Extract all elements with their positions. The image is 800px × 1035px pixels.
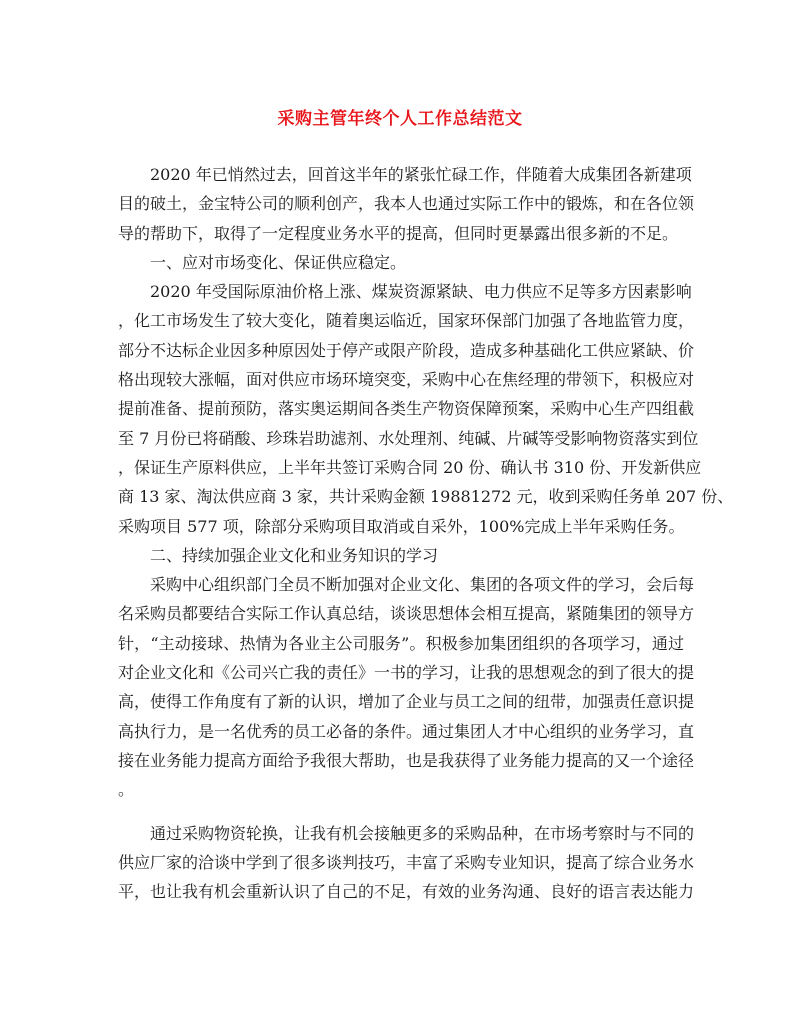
body-line: 采购中心组织部门全员不断加强对企业文化、集团的各项文件的学习，会后每 — [150, 575, 695, 595]
document-body — [118, 160, 734, 906]
body-line: 采购项目 577 项，除部分采购项目取消或自采外，100%完成上半年采购任务。 — [118, 516, 685, 536]
document-title: 采购主管年终个人工作总结范文 — [277, 109, 523, 129]
body-line: ，保证生产原料供应，上半年共签订采购合同 20 份、确认书 310 份、开发新供应 — [118, 457, 702, 477]
body-line: 对企业文化和《公司兴亡我的责任》一书的学习，让我的思想观念的到了很大的提 — [118, 663, 695, 683]
section-heading-2: 二、持续加强企业文化和业务知识的学习 — [150, 545, 439, 565]
body-line: 接在业务能力提高方面给予我很大帮助，也是我获得了业务能力提高的又一个途径 — [118, 750, 695, 770]
body-line: 。 — [118, 780, 135, 800]
body-line: 商 13 家、淘汰供应商 3 家，共计采购金额 19881272 元，收到采购任务单 207 份、 — [118, 487, 734, 507]
body-line: 供应厂家的洽谈中学到了很多谈判技巧，丰富了采购专业知识，提高了综合业务水 — [118, 852, 695, 872]
body-line: 部分不达标企业因多种原因处于停产或限产阶段，造成多种基础化工供应紧缺、价 — [118, 340, 695, 360]
section-heading-1: 一、应对市场变化、保证供应稳定。 — [150, 252, 407, 272]
body-line: 平，也让我有机会重新认识了自己的不足，有效的业务沟通、良好的语言表达能力 — [118, 882, 695, 902]
body-line: 高，使得工作角度有了新的认识，增加了企业与员工之间的纽带，加强责任意识提 — [118, 692, 695, 712]
paragraph-gap — [118, 805, 684, 819]
body-line: 通过采购物资轮换，让我有机会接触更多的采购品种，在市场考察时与不同的 — [150, 823, 695, 843]
body-line: 目的破土，金宝特公司的顺利创产，我本人也通过实际工作中的锻炼，和在各位领 — [118, 194, 695, 214]
body-line: 格出现较大涨幅，面对供应市场环境突变，采购中心在焦经理的带领下，积极应对 — [118, 370, 695, 390]
body-line: 至 7 月份已将硝酸、珍珠岩助滤剂、水处理剂、纯碱、片碱等受影响物资落实到位 — [118, 428, 699, 448]
body-line: 针，“主动接球、热情为各业主公司服务”。积极参加集团组织的各项学习，通过 — [118, 633, 684, 653]
body-line: 高执行力，是一名优秀的员工必备的条件。通过集团人才中心组织的业务学习，直 — [118, 721, 695, 741]
body-line: 名采购员都要结合实际工作认真总结，谈谈思想体会相互提高，紧随集团的领导方 — [118, 604, 695, 624]
body-line: 2020 年受国际原油价格上涨、煤炭资源紧缺、电力供应不足等多方因素影响 — [150, 282, 692, 302]
body-line: 2020 年已悄然过去，回首这半年的紧张忙碌工作，伴随着大成集团各新建项 — [150, 165, 692, 184]
body-line: ，化工市场发生了较大变化，随着奥运临近，国家环保部门加强了各地监管力度， — [118, 311, 695, 331]
body-line: 提前准备、提前预防，落实奥运期间各类生产物资保障预案，采购中心生产四组截 — [118, 399, 695, 419]
body-line: 导的帮助下，取得了一定程度业务水平的提高，但同时更暴露出很多新的不足。 — [118, 223, 679, 243]
